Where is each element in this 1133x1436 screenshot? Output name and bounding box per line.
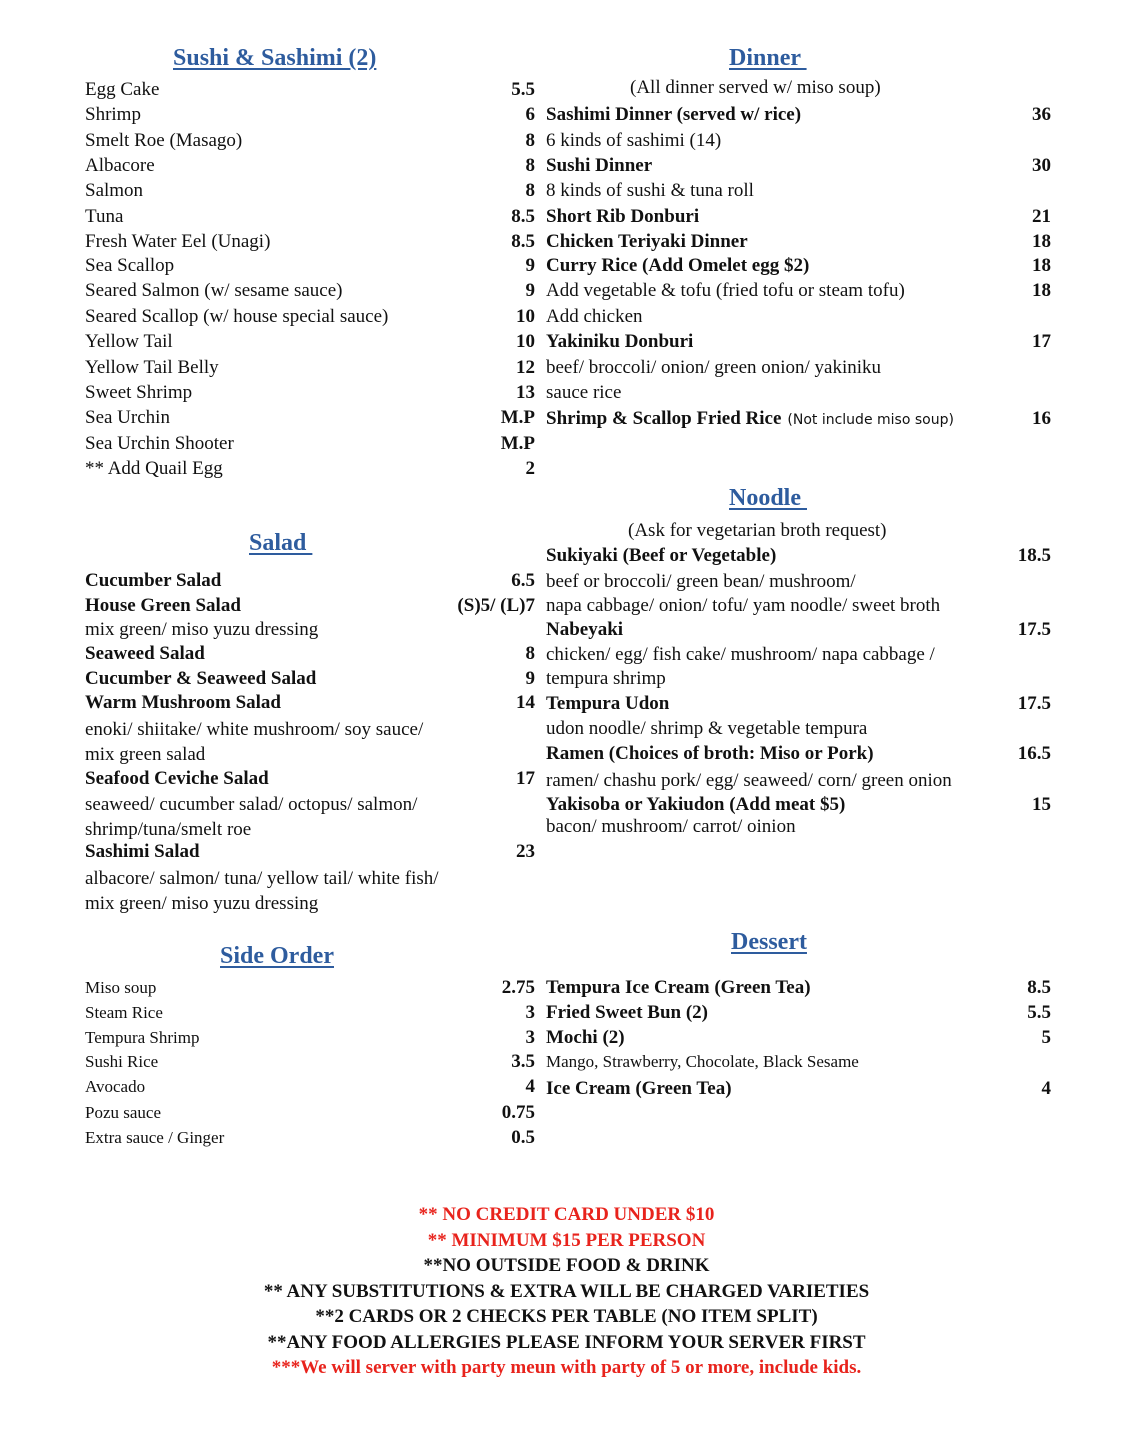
item-price: 8 — [525, 130, 535, 151]
item-name: Sushi Dinner — [546, 155, 653, 176]
menu-item — [85, 432, 535, 456]
menu-item — [85, 406, 535, 430]
policy-notices — [0, 1202, 1133, 1381]
item-price: 2.75 — [501, 977, 535, 998]
menu-item — [85, 767, 535, 791]
item-name: Add vegetable & tofu (fried tofu or steam tofu) — [546, 280, 905, 301]
menu-item-desc — [85, 793, 535, 817]
menu-item — [85, 1026, 535, 1050]
menu-item — [546, 976, 1051, 1000]
item-name: Tuna — [85, 206, 124, 227]
item-name: Steam Rice — [85, 1003, 163, 1022]
notice-allergies: **ANY FOOD ALLERGIES PLEASE INFORM YOUR SERVER FIRST — [267, 1331, 866, 1353]
dinner-title: Dinner — [729, 45, 807, 71]
item-price: 17 — [1032, 331, 1051, 352]
item-price: 36 — [1032, 104, 1051, 125]
menu-item — [85, 305, 535, 329]
item-name: Tempura Udon — [546, 693, 670, 714]
item-price: 8 — [525, 180, 535, 201]
item-price: 16.5 — [1017, 743, 1051, 764]
notice-credit-card: ** NO CREDIT CARD UNDER $10 — [418, 1204, 715, 1225]
menu-item — [85, 1101, 535, 1125]
item-price: 16 — [1032, 408, 1051, 429]
menu-item — [546, 742, 1051, 766]
item-description: Add chicken — [546, 306, 643, 327]
menu-item — [85, 179, 535, 203]
menu-item — [85, 691, 535, 715]
item-name: Chicken Teriyaki Dinner — [546, 231, 748, 252]
item-name: Mochi (2) — [546, 1027, 625, 1048]
menu-item — [85, 78, 535, 102]
item-description: enoki/ shiitake/ white mushroom/ soy sauce/ — [85, 719, 424, 740]
item-price: 8 — [525, 155, 535, 176]
menu-item — [85, 129, 535, 153]
item-price: M.P — [500, 407, 535, 428]
item-name: Sashimi Salad — [85, 841, 200, 862]
menu-item — [85, 976, 535, 1000]
notice-substitutions: ** ANY SUBSTITUTIONS & EXTRA WILL BE CHARGED VARIETIES — [263, 1280, 870, 1302]
item-description: 8 kinds of sushi & tuna roll — [546, 180, 754, 201]
menu-item — [546, 1077, 1051, 1101]
menu-item-desc — [546, 815, 1051, 839]
sushi-title: Sushi & Sashimi (2) — [173, 45, 377, 71]
item-name: Sashimi Dinner (served w/ rice) — [546, 104, 802, 125]
item-name — [546, 407, 954, 432]
menu-item — [85, 1126, 535, 1150]
item-name: Sushi Rice — [85, 1052, 159, 1071]
menu-item — [85, 279, 535, 303]
item-price: 12 — [516, 357, 535, 378]
item-price: 8.5 — [511, 206, 535, 227]
item-price: 9 — [525, 280, 535, 301]
item-price: 8 — [525, 643, 535, 664]
menu-item — [85, 103, 535, 127]
item-name: Short Rib Donburi — [546, 206, 700, 227]
item-price: 9 — [525, 668, 535, 689]
item-price: M.P — [500, 433, 535, 454]
item-name: Cucumber Salad — [85, 570, 222, 591]
item-price: 6.5 — [511, 570, 535, 591]
menu-item — [85, 254, 535, 278]
item-name: Tempura Shrimp — [85, 1028, 200, 1047]
menu-item-desc — [85, 718, 535, 742]
item-price: 8.5 — [511, 231, 535, 252]
item-name: Warm Mushroom Salad — [85, 692, 282, 713]
side-order-title: Side Order — [220, 943, 334, 969]
item-name: Smelt Roe (Masago) — [85, 130, 243, 151]
menu-item — [546, 279, 1051, 303]
menu-item — [85, 1075, 535, 1099]
item-name: Sea Scallop — [85, 255, 175, 276]
menu-item-desc — [85, 743, 535, 767]
item-name: Sea Urchin — [85, 407, 170, 428]
menu-item — [85, 154, 535, 178]
item-name: Seared Salmon (w/ sesame sauce) — [85, 280, 343, 301]
menu-item — [546, 793, 1051, 817]
item-description: tempura shrimp — [546, 668, 666, 689]
noodle-note: (Ask for vegetarian broth request) — [628, 520, 887, 541]
item-description: mix green/ miso yuzu dressing — [85, 619, 319, 640]
menu-item — [85, 594, 535, 618]
menu-item — [85, 569, 535, 593]
item-name: Curry Rice (Add Omelet egg $2) — [546, 255, 810, 276]
item-name: ** Add Quail Egg — [85, 458, 223, 479]
item-price: 5.5 — [1027, 1002, 1051, 1023]
menu-item-desc — [546, 179, 1051, 203]
item-name: Seaweed Salad — [85, 643, 205, 664]
menu-item-desc — [546, 570, 1051, 594]
item-name: Ice Cream (Green Tea) — [546, 1078, 732, 1099]
item-price: (S)5/ (L)7 — [457, 595, 535, 616]
item-name: Yakisoba or Yakiudon (Add meat $5) — [546, 794, 846, 815]
item-description: mix green/ miso yuzu dressing — [85, 893, 319, 914]
item-price: 10 — [516, 306, 535, 327]
item-description: albacore/ salmon/ tuna/ yellow tail/ white fish/ — [85, 868, 439, 889]
item-name: Extra sauce / Ginger — [85, 1128, 225, 1147]
item-price: 17 — [516, 768, 535, 789]
item-description: ramen/ chashu pork/ egg/ seaweed/ corn/ green onion — [546, 770, 952, 791]
item-price: 10 — [516, 331, 535, 352]
item-description: shrimp/tuna/smelt roe — [85, 819, 252, 840]
item-name: Yellow Tail — [85, 331, 173, 352]
item-price: 2 — [525, 458, 535, 479]
menu-item — [546, 154, 1051, 178]
item-description: bacon/ mushroom/ carrot/ oinion — [546, 816, 796, 837]
notice-minimum: ** MINIMUM $15 PER PERSON — [427, 1229, 706, 1251]
menu-item — [85, 667, 535, 691]
item-description: mix green salad — [85, 744, 206, 765]
salad-title: Salad — [249, 530, 313, 556]
menu-item — [546, 1001, 1051, 1025]
item-description: beef or broccoli/ green bean/ mushroom/ — [546, 571, 856, 592]
item-name: Shrimp — [85, 104, 141, 125]
item-name: Salmon — [85, 180, 144, 201]
notice-cards-per-table: **2 CARDS OR 2 CHECKS PER TABLE (NO ITEM SPLIT) — [315, 1306, 818, 1327]
menu-item — [546, 1026, 1051, 1050]
noodle-title: Noodle — [729, 485, 807, 511]
menu-item-desc — [85, 867, 535, 891]
menu-item — [546, 330, 1051, 354]
item-price: 0.5 — [511, 1127, 535, 1148]
item-price: 18 — [1032, 255, 1051, 276]
item-name: Fried Sweet Bun (2) — [546, 1002, 709, 1023]
item-note: (Not include miso soup) — [787, 412, 954, 428]
notice-party-menu: ***We will server with party meun with party of 5 or more, include kids. — [271, 1357, 862, 1378]
menu-item — [546, 230, 1051, 254]
item-price: 14 — [516, 692, 535, 713]
item-description: seaweed/ cucumber salad/ octopus/ salmon/ — [85, 794, 418, 815]
menu-item — [85, 457, 535, 481]
menu-item — [85, 330, 535, 354]
item-description: Mango, Strawberry, Chocolate, Black Sesame — [546, 1052, 859, 1071]
item-name: Yellow Tail Belly — [85, 357, 219, 378]
item-name: Ramen (Choices of broth: Miso or Pork) — [546, 743, 874, 764]
item-name: Nabeyaki — [546, 619, 624, 640]
item-price: 18 — [1032, 231, 1051, 252]
menu-item-desc — [546, 717, 1051, 741]
dessert-title: Dessert — [731, 929, 807, 955]
item-price: 23 — [516, 841, 535, 862]
item-price: 4 — [1041, 1078, 1051, 1099]
item-price: 3.5 — [511, 1051, 535, 1072]
item-price: 3 — [525, 1027, 535, 1048]
item-price: 17.5 — [1017, 619, 1051, 640]
menu-item-desc — [546, 1050, 1051, 1074]
item-name: Seared Scallop (w/ house special sauce) — [85, 306, 389, 327]
menu-item — [85, 1050, 535, 1074]
menu-item-desc — [85, 618, 535, 642]
menu-item — [85, 642, 535, 666]
item-name: Cucumber & Seaweed Salad — [85, 668, 317, 689]
item-name: Miso soup — [85, 978, 157, 997]
item-price: 5.5 — [511, 79, 535, 100]
item-name: Yakiniku Donburi — [546, 331, 694, 352]
item-price: 13 — [516, 382, 535, 403]
menu-item — [546, 692, 1051, 716]
item-price: 4 — [525, 1076, 535, 1097]
item-name: Avocado — [85, 1077, 146, 1096]
item-name: Seafood Ceviche Salad — [85, 768, 269, 789]
item-name: Albacore — [85, 155, 155, 176]
menu-item-desc — [546, 356, 1051, 380]
item-price: 18.5 — [1017, 545, 1051, 566]
item-description: udon noodle/ shrimp & vegetable tempura — [546, 718, 868, 739]
item-price: 18 — [1032, 280, 1051, 301]
item-name: Sea Urchin Shooter — [85, 433, 234, 454]
item-price: 0.75 — [501, 1102, 535, 1123]
item-description: sauce rice — [546, 382, 622, 403]
item-price: 3 — [525, 1002, 535, 1023]
menu-item — [546, 407, 1051, 431]
item-price: 8.5 — [1027, 977, 1051, 998]
menu-item — [546, 103, 1051, 127]
item-name: Tempura Ice Cream (Green Tea) — [546, 977, 811, 998]
item-price: 5 — [1041, 1027, 1051, 1048]
item-description: napa cabbage/ onion/ tofu/ yam noodle/ sweet broth — [546, 595, 941, 616]
item-name: Pozu sauce — [85, 1103, 162, 1122]
menu-item-desc — [546, 594, 1051, 618]
dinner-note: (All dinner served w/ miso soup) — [630, 77, 881, 98]
notice-outside-food: **NO OUTSIDE FOOD & DRINK — [423, 1255, 710, 1276]
item-description: chicken/ egg/ fish cake/ mushroom/ napa cabbage / — [546, 644, 935, 665]
menu-item — [85, 1001, 535, 1025]
item-name: House Green Salad — [85, 595, 241, 616]
menu-item-desc — [546, 129, 1051, 153]
menu-item-desc — [546, 305, 1051, 329]
menu-item — [546, 254, 1051, 278]
item-price: 30 — [1032, 155, 1051, 176]
menu-item — [85, 230, 535, 254]
item-name: Sweet Shrimp — [85, 382, 193, 403]
menu-item — [546, 618, 1051, 642]
menu-item — [85, 840, 535, 864]
menu-item-desc — [546, 643, 1051, 667]
menu-item — [546, 544, 1051, 568]
menu-item — [85, 205, 535, 229]
item-price: 6 — [525, 104, 535, 125]
menu-item — [546, 205, 1051, 229]
item-name: Fresh Water Eel (Unagi) — [85, 231, 271, 252]
menu-item-desc — [546, 769, 1051, 793]
menu-item-desc — [85, 818, 535, 842]
item-description: 6 kinds of sashimi (14) — [546, 130, 722, 151]
menu-item-desc — [546, 667, 1051, 691]
item-price: 9 — [525, 255, 535, 276]
item-description: beef/ broccoli/ onion/ green onion/ yakiniku — [546, 357, 882, 378]
item-price: 15 — [1032, 794, 1051, 815]
menu-item-desc — [546, 381, 1051, 405]
item-name: Sukiyaki (Beef or Vegetable) — [546, 545, 777, 566]
menu-item-desc — [85, 892, 535, 916]
item-title: Shrimp & Scallop Fried Rice — [546, 408, 782, 429]
item-name: Egg Cake — [85, 79, 160, 100]
item-price: 21 — [1032, 206, 1051, 227]
menu-item — [85, 356, 535, 380]
menu-item — [85, 381, 535, 405]
item-price: 17.5 — [1017, 693, 1051, 714]
